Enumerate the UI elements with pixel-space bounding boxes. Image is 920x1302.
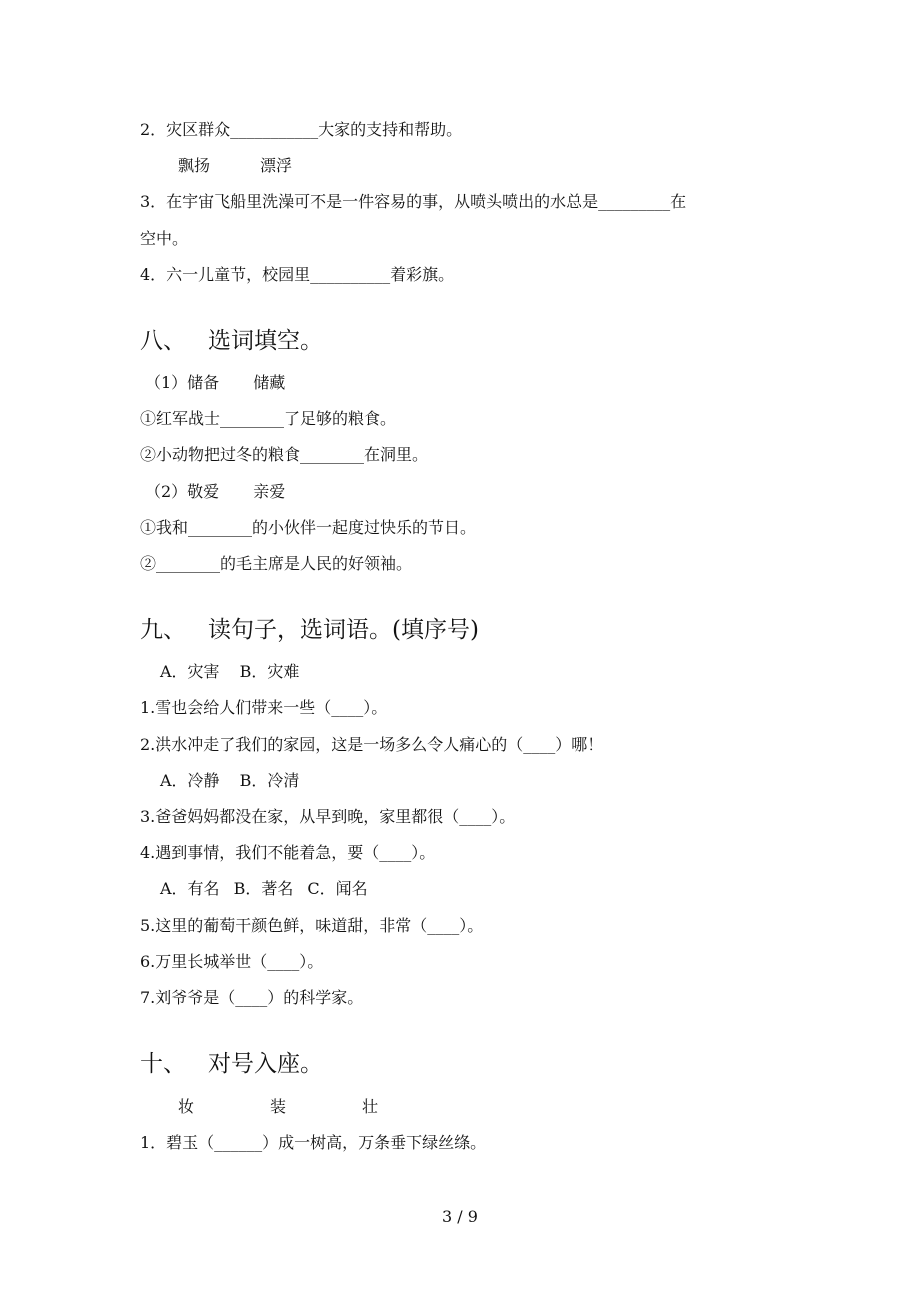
page-number: 3 / 9 [442,1207,478,1226]
question-9-1: 1.雪也会给人们带来一些（____）。 [140,698,388,717]
question-7-2: 2．灾区群众___________大家的支持和帮助。 [140,120,463,139]
option-set-1 [160,662,299,682]
section-9-heading [140,616,479,644]
section-10-heading [140,1050,323,1078]
choice-option: A．灾害 [160,662,220,681]
section-8-heading [140,327,323,355]
choice-option: C．闻名 [307,879,368,898]
section-title: 读句子，选词语。(填序号) [208,617,479,643]
choice-option: B．著名 [233,879,294,898]
section-number: 八、 [140,328,186,354]
question-9-7: 7.刘爷爷是（____）的科学家。 [140,988,364,1007]
question-9-3: 3.爸爸妈妈都没在家，从早到晚，家里都很（____）。 [140,807,516,826]
question-7-4: 4．六一儿童节，校园里__________着彩旗。 [140,265,455,284]
question-8-2-2: ②________的毛主席是人民的好领袖。 [140,554,413,573]
question-8-2-1: ①我和________的小伙伴一起度过快乐的节日。 [140,518,477,537]
choice-option: A．冷静 [160,771,220,790]
word-option: 储藏 [253,373,286,392]
section-title: 对号入座。 [208,1051,323,1077]
choice-option: A．有名 [160,879,220,898]
word-group-label: （1）储备 [145,373,220,392]
question-7-3: 3．在宇宙飞船里洗澡可不是一件容易的事，从喷头喷出的水总是_________在 [140,192,687,211]
choice-option: B．冷清 [239,771,300,790]
question-7-3-continued: 空中。 [140,229,189,248]
question-10-1: 1．碧玉（______）成一树高，万条垂下绿丝绦。 [140,1133,487,1152]
word-group-label: （2）敬爱 [145,482,220,501]
question-8-1-2: ②小动物把过冬的粮食________在洞里。 [140,445,429,464]
question-9-2: 2.洪水冲走了我们的家园，这是一场多么令人痛心的（____）哪！ [140,735,604,754]
section-title: 选词填空。 [208,328,323,354]
section-number: 九、 [140,617,186,643]
question-9-5: 5.这里的葡萄干颜色鲜，味道甜，非常（____）。 [140,916,484,935]
word-option: 壮 [362,1097,379,1116]
word-group-2 [145,482,285,502]
option-set-2 [160,771,299,791]
word-option: 漂浮 [260,156,293,175]
word-options-10 [178,1097,378,1117]
option-set-3 [160,879,368,899]
word-group-1 [145,373,285,393]
word-option: 装 [270,1097,287,1116]
word-option: 妆 [178,1097,195,1116]
word-options-7-2 [178,156,292,176]
question-9-4: 4.遇到事情，我们不能着急，要（____）。 [140,843,436,862]
word-option: 飘扬 [178,156,211,175]
choice-option: B．灾难 [239,662,300,681]
word-option: 亲爱 [253,482,286,501]
question-9-6: 6.万里长城举世（____）。 [140,952,324,971]
section-number: 十、 [140,1051,186,1077]
question-8-1-1: ①红军战士________了足够的粮食。 [140,409,397,428]
